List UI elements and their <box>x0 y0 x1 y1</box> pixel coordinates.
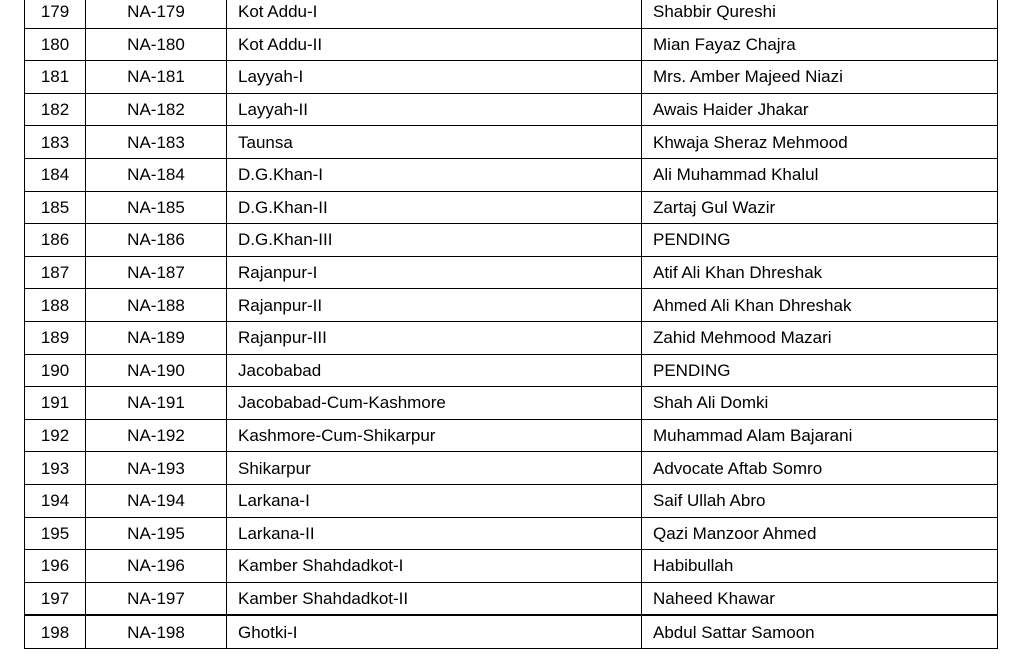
serial-number-cell: 197 <box>25 582 86 615</box>
serial-number-cell: 196 <box>25 550 86 583</box>
table-row <box>25 93 998 126</box>
constituency-cell: Jacobabad <box>227 354 642 387</box>
constituency-cell: Kamber Shahdadkot-I <box>227 550 642 583</box>
candidate-cell: Naheed Khawar <box>642 582 998 615</box>
table-row <box>25 550 998 583</box>
constituency-cell: Layyah-I <box>227 61 642 94</box>
na-code-cell: NA-183 <box>86 126 227 159</box>
table-row <box>25 61 998 94</box>
serial-number-cell: 190 <box>25 354 86 387</box>
candidate-cell: Zahid Mehmood Mazari <box>642 321 998 354</box>
candidates-table <box>24 0 998 649</box>
candidate-cell: PENDING <box>642 354 998 387</box>
na-code-cell: NA-193 <box>86 452 227 485</box>
table-row <box>25 126 998 159</box>
constituency-cell: Larkana-I <box>227 484 642 517</box>
na-code-cell: NA-196 <box>86 550 227 583</box>
na-code-cell: NA-184 <box>86 158 227 191</box>
candidate-cell: Mian Fayaz Chajra <box>642 28 998 61</box>
constituency-cell: Taunsa <box>227 126 642 159</box>
na-code-cell: NA-186 <box>86 224 227 257</box>
constituency-cell: Rajanpur-II <box>227 289 642 322</box>
constituency-cell: D.G.Khan-I <box>227 158 642 191</box>
serial-number-cell: 195 <box>25 517 86 550</box>
table-row <box>25 191 998 224</box>
constituency-cell: Rajanpur-III <box>227 321 642 354</box>
constituency-cell: Jacobabad-Cum-Kashmore <box>227 387 642 420</box>
na-code-cell: NA-180 <box>86 28 227 61</box>
candidate-cell: Muhammad Alam Bajarani <box>642 419 998 452</box>
serial-number-cell: 183 <box>25 126 86 159</box>
candidate-cell: Shah Ali Domki <box>642 387 998 420</box>
table-row <box>25 484 998 517</box>
serial-number-cell: 193 <box>25 452 86 485</box>
table-row <box>25 452 998 485</box>
na-code-cell: NA-187 <box>86 256 227 289</box>
na-code-cell: NA-179 <box>86 0 227 28</box>
constituency-cell: D.G.Khan-II <box>227 191 642 224</box>
na-code-cell: NA-189 <box>86 321 227 354</box>
table-row <box>25 354 998 387</box>
candidate-cell: Advocate Aftab Somro <box>642 452 998 485</box>
na-code-cell: NA-190 <box>86 354 227 387</box>
serial-number-cell: 180 <box>25 28 86 61</box>
candidate-cell: Shabbir Qureshi <box>642 0 998 28</box>
table-row <box>25 256 998 289</box>
table-row <box>25 387 998 420</box>
candidate-cell: Ahmed Ali Khan Dhreshak <box>642 289 998 322</box>
table-row <box>25 289 998 322</box>
candidate-cell: Khwaja Sheraz Mehmood <box>642 126 998 159</box>
na-code-cell: NA-188 <box>86 289 227 322</box>
table-row <box>25 28 998 61</box>
table-row <box>25 0 998 28</box>
candidate-cell: Ali Muhammad Khalul <box>642 158 998 191</box>
serial-number-cell: 184 <box>25 158 86 191</box>
na-code-cell: NA-185 <box>86 191 227 224</box>
constituency-cell: Layyah-II <box>227 93 642 126</box>
constituency-cell: Kamber Shahdadkot-II <box>227 582 642 615</box>
serial-number-cell: 189 <box>25 321 86 354</box>
serial-number-cell: 188 <box>25 289 86 322</box>
candidate-cell: Saif Ullah Abro <box>642 484 998 517</box>
table-row <box>25 517 998 550</box>
constituency-cell: Ghotki-I <box>227 615 642 648</box>
na-code-cell: NA-182 <box>86 93 227 126</box>
serial-number-cell: 187 <box>25 256 86 289</box>
constituency-cell: Shikarpur <box>227 452 642 485</box>
candidate-cell: Mrs. Amber Majeed Niazi <box>642 61 998 94</box>
candidate-cell: Awais Haider Jhakar <box>642 93 998 126</box>
na-code-cell: NA-198 <box>86 615 227 648</box>
na-code-cell: NA-195 <box>86 517 227 550</box>
table-row <box>25 158 998 191</box>
na-code-cell: NA-197 <box>86 582 227 615</box>
table-row <box>25 224 998 257</box>
constituency-cell: D.G.Khan-III <box>227 224 642 257</box>
constituency-cell: Rajanpur-I <box>227 256 642 289</box>
serial-number-cell: 185 <box>25 191 86 224</box>
serial-number-cell: 194 <box>25 484 86 517</box>
candidate-cell: Zartaj Gul Wazir <box>642 191 998 224</box>
candidate-cell: Atif Ali Khan Dhreshak <box>642 256 998 289</box>
na-code-cell: NA-192 <box>86 419 227 452</box>
na-code-cell: NA-194 <box>86 484 227 517</box>
serial-number-cell: 181 <box>25 61 86 94</box>
table-row <box>25 321 998 354</box>
table-row <box>25 419 998 452</box>
serial-number-cell: 179 <box>25 0 86 28</box>
table-row <box>25 615 998 648</box>
candidate-cell: PENDING <box>642 224 998 257</box>
serial-number-cell: 186 <box>25 224 86 257</box>
na-code-cell: NA-181 <box>86 61 227 94</box>
candidates-table-body <box>25 0 998 648</box>
serial-number-cell: 198 <box>25 615 86 648</box>
constituency-cell: Kot Addu-I <box>227 0 642 28</box>
serial-number-cell: 192 <box>25 419 86 452</box>
constituency-cell: Larkana-II <box>227 517 642 550</box>
na-code-cell: NA-191 <box>86 387 227 420</box>
constituency-cell: Kashmore-Cum-Shikarpur <box>227 419 642 452</box>
candidate-cell: Qazi Manzoor Ahmed <box>642 517 998 550</box>
candidate-cell: Habibullah <box>642 550 998 583</box>
table-row <box>25 582 998 615</box>
candidate-cell: Abdul Sattar Samoon <box>642 615 998 648</box>
serial-number-cell: 191 <box>25 387 86 420</box>
constituency-cell: Kot Addu-II <box>227 28 642 61</box>
serial-number-cell: 182 <box>25 93 86 126</box>
